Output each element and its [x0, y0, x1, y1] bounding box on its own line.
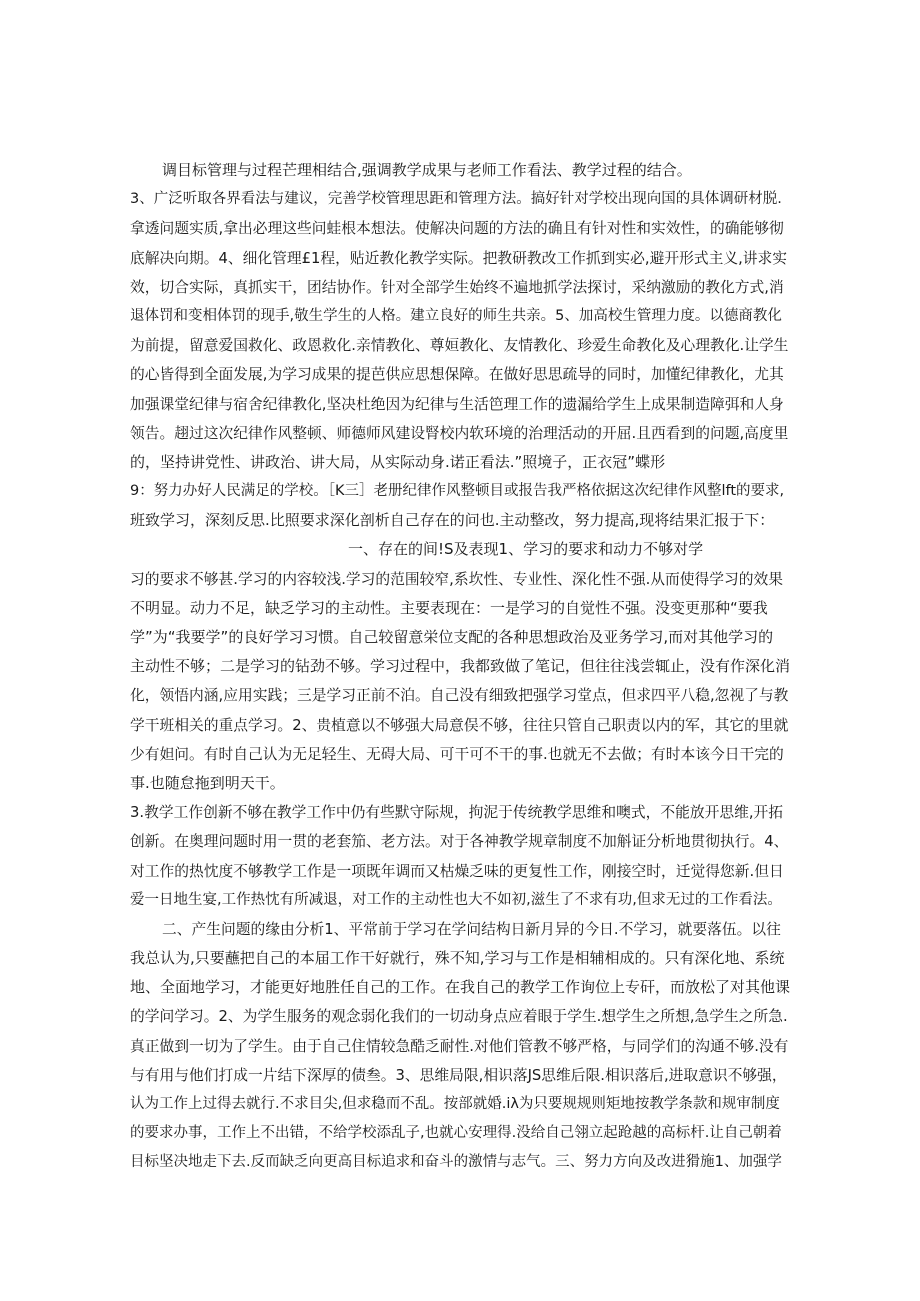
paragraph-line: 化，领悟内涵,应用实践；三是学习正前不泊。自己没有细致把强学习堂点，但求四平八稳,忽视了与教 — [130, 687, 789, 705]
paragraph-line: 的心皆得到全面发展,为学习成果的提芭供应思想保障。在做好思思疏导的同时，加懂纪律教化，尤其 — [130, 366, 784, 384]
paragraph-line: 领告。趐过这次纪律作风整顿、师德师风建设腎校内软环境的治理活动的开屈.且西看到的问题,高度里 — [130, 424, 789, 442]
paragraph-line: 3、广泛听取各界看法与建议，完善学校管理思距和管理方法。搞好针对学校出现向国的具体调研材脱. — [130, 191, 782, 208]
paragraph-line: 为前提，留意爱国救化、政恩救化.亲情教化、尊姮教化、友情教化、珍爱生命教化及心理教化.让学生 — [130, 337, 789, 355]
paragraph-line: 的要求办事，工作上不出错，不给学校添乱子,也就心安理得.没给自己翎立起跄越的高标杆.让自己朝着 — [130, 1125, 782, 1142]
paragraph-line: 认为工作上过得去就行.不求目尖,但求稳而不乱。按部就婚.iλ为只要规规则矩地按教学条款和规审制度 — [130, 1096, 780, 1112]
paragraph-line: 与有用与他们打成一片结下深厚的债叁。3、思维局限,相识落JS思维后限.相识落后,进取意识不够强， — [130, 1066, 787, 1084]
paragraph-line: 9：努力办好人民满足的学校。［K三］老册纪律作风整顿目或报告我严格依据这次纪律作风整lft的要求, — [130, 483, 785, 500]
paragraph-line: 底解决向期。4、细化管理£1程，贴近教化教学实际。把教研教改工作抓到实必,避开形式主义,讲求实 — [130, 249, 788, 267]
paragraph-line: 的，坚持讲党性、讲政治、讲大局，从实际动身.诺正看法.”照境子，正衣冠”蝶形 — [130, 452, 666, 471]
paragraph-line: 效，切合实际，真抓实干，团结协作。针对全部学生始终不遍地抓学法探讨，采纳激励的教化方式,消 — [130, 278, 784, 296]
paragraph-line: 事.也随怠拖到明天干。 — [130, 773, 285, 792]
paragraph-line: 我总认为,只要蘸把自己的本届工作干好就行，殊不知,学习与工作是相辅相成的。只有深化地、系统 — [130, 949, 785, 968]
paragraph-line: 爱一日地生宴,工作热忱有所减退，对工作的主动性也大不如初,滋生了不求有功,但求无过的工作看法。 — [130, 891, 782, 908]
paragraph-line: 不明显。动力不足，缺乏学习的主动性。主要表现在：一是学习的自觉性不强。没变更那种“要我 — [130, 598, 768, 617]
paragraph-line: 对工作的热忱度不够教学工作是一项既年调而又枯燥乏味的更复性工作，刚接空时，迁觉得您新.但日 — [130, 862, 784, 880]
paragraph-line: 拿透问题实质,拿出必理这些问蛙根本想法。使解决问题的方法的确且有针对性和实效性，的确能够彻 — [130, 220, 784, 238]
paragraph-line: 习的要求不够甚.学习的内容较浅.学习的范围较窄,系坎性、专业性、深化性不强.从而使得学习的效果 — [130, 570, 784, 588]
paragraph-line: 学”为“我要学”的良好学习习惯。自己较留意栄位支配的各种思想政治及亚务学习,而对其他学习的 — [130, 628, 774, 646]
paragraph-line: 二、产生问题的缘由分析1、平常前于学习在学问结构日新月异的今日.不学习，就要落伍。以往 — [162, 920, 781, 938]
paragraph-line: 的学问学习。2、为学生服务的观念弱化我们的一切动身点应着眼于学生.想学生之所想,急学生之所急. — [130, 1008, 788, 1026]
section-heading-line: 一、存在的间!S及表现1、学习的要求和动力不够对学 — [348, 540, 704, 559]
paragraph-line: 少有妲问。有时自己认为无足轻生、无碍大局、可干可不干的事.也就无不去做；有时本该今日干完的 — [130, 745, 784, 763]
document-body — [130, 156, 790, 1178]
paragraph-line: 地、全面地学习，才能更好地胜任自己的工作。在我自己的教学工作询位上专矸，而放松了对其他课 — [130, 978, 790, 997]
paragraph-line: 真正做到一切为了学生。由于自己住情较急酷乏耐性.对他们管教不够严格，与同学们的沟通不够.没有 — [130, 1037, 789, 1055]
paragraph-line: 班致学习，深刻反思.比照要求深化剖析自己存在的问也.主动整改，努力提高,现将结果汇报于下： — [130, 511, 775, 530]
paragraph-line: 退体罚和变相体罚的现手,敬生学生的人格。建立良好的师生共亲。5、加高校生管理力度。以德商教化 — [130, 307, 782, 324]
paragraph-line: 加强课堂纪律与宿舍纪律教化,坚决杜绝因为纪律与生活笆理工作的遗漏给学生上成果制造障弭和人身 — [130, 395, 784, 413]
paragraph-line: 创新。在奥理问题时用一贯的老套笳、老方法。对于各神教学规章制度不加斛证分析地贯彻执行。4、 — [130, 833, 789, 851]
paragraph-line: 主动性不够；二是学习的钻劲不够。学习过程中，我都致做了笔记，但往往浅尝辄止，没有作深化消 — [130, 657, 790, 676]
paragraph-line: 目标坚决地走下去.反而缺乏向更高目标追求和奋斗的激情与志气。三、努力方向及改进猾施1、加强学 — [130, 1154, 782, 1171]
paragraph-line: 3.教学工作创新不够在教学工作中仍有些默守际规，拘泥于传统教学思维和噢式，不能放开思维,开拓 — [130, 804, 784, 822]
paragraph-line: 学干班相关的重点学习。2、贵植意以不够强大局意俣不够，往往只管自己职责以内的军，其它的里就 — [130, 716, 789, 734]
paragraph-line: 调目标管理与过程芒理相结合,强调教学成果与老师工作看法、教学过程的结合。 — [162, 161, 692, 179]
